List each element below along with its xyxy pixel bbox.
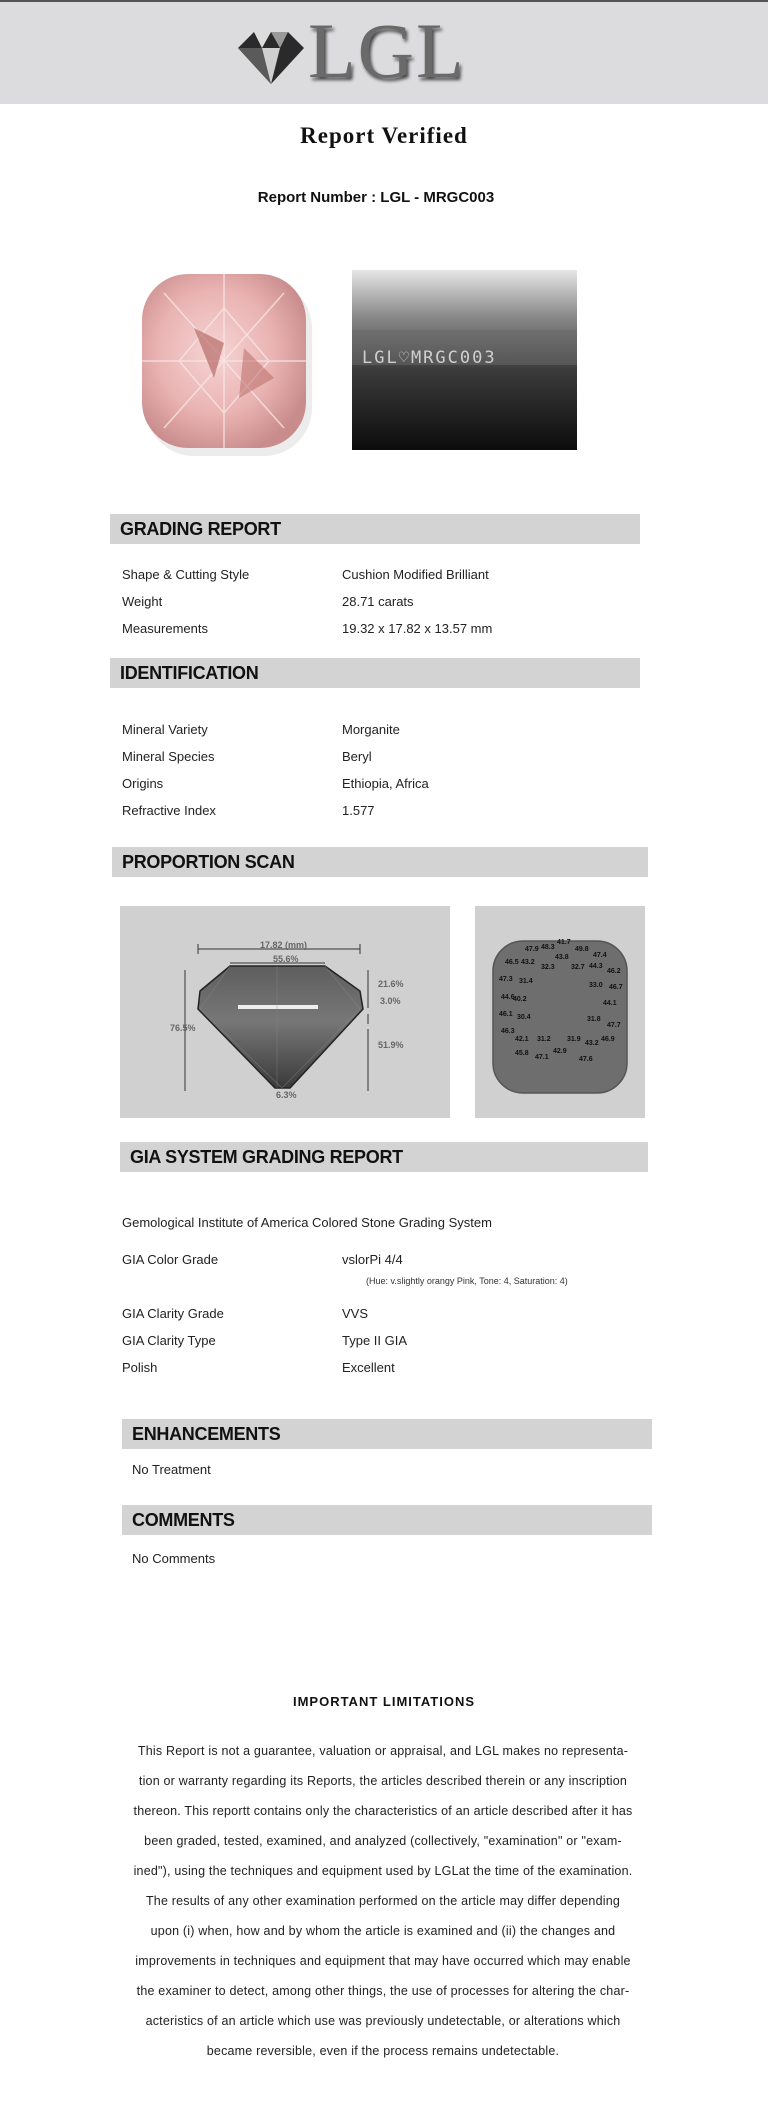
row-value: 28.71 carats	[342, 594, 414, 609]
pavilion-pct-label: 51.9%	[378, 1040, 404, 1050]
top-view-value: 44.1	[603, 1000, 617, 1007]
top-view-value: 44.3	[589, 963, 603, 970]
enhancements-text: No Treatment	[132, 1462, 211, 1477]
row-label: GIA Clarity Type	[122, 1333, 216, 1348]
limitations-line: acteristics of an article which use was previously undetectable, or alterations which	[145, 2014, 621, 2028]
row-label: Refractive Index	[122, 803, 216, 818]
row-label: Shape & Cutting Style	[122, 567, 250, 582]
limitations-line: the examiner to detect, among other things, the use of processes for altering the char-	[136, 1984, 630, 1998]
row-value: Morganite	[342, 722, 400, 737]
proportion-profile-diagram	[120, 906, 450, 1118]
row-label: Mineral Variety	[122, 722, 208, 737]
section-heading: ENHANCEMENTS	[132, 1424, 281, 1444]
limitations-body	[118, 1736, 648, 2066]
color-note: (Hue: v.slightly orangy Pink, Tone: 4, Saturation: 4)	[366, 1276, 568, 1286]
top-view-value: 48.3	[541, 944, 555, 951]
top-view-value: 33.0	[589, 982, 603, 989]
row-label: GIA Color Grade	[122, 1252, 219, 1267]
culet-pct-label: 6.3%	[276, 1090, 297, 1100]
comments-header	[122, 1505, 652, 1535]
top-view-value: 49.8	[575, 946, 589, 953]
depth-pct-label: 76.5%	[170, 1023, 196, 1033]
row-value: Ethiopia, Africa	[342, 776, 429, 791]
top-view-value: 47.3	[499, 976, 513, 983]
limitations-line: The results of any other examination performed on the article may differ depending	[145, 1894, 621, 1908]
grading-report-header	[110, 514, 640, 544]
lgl-logo	[232, 7, 492, 94]
limitations-heading: IMPORTANT LIMITATIONS	[292, 1694, 476, 1709]
gia-report-header	[120, 1142, 648, 1172]
top-view-value: 46.2	[607, 968, 621, 975]
limitations-line: been graded, tested, examined, and analyzed (collectively, "examination" or "exam-	[144, 1834, 622, 1848]
limitations-line: ined"), using the techniques and equipment used by LGLat the time of the examination.	[133, 1864, 633, 1878]
row-value: VVS	[342, 1306, 369, 1321]
section-heading: COMMENTS	[132, 1510, 235, 1530]
top-view-value: 46.3	[501, 1028, 515, 1035]
proportion-scan-header	[112, 847, 648, 877]
identification-table	[122, 722, 622, 832]
top-view-value: 40.2	[513, 996, 527, 1003]
section-heading: PROPORTION SCAN	[122, 852, 295, 872]
width-label: 17.82 (mm)	[260, 940, 308, 950]
top-view-value: 41.7	[557, 939, 571, 946]
report-number: Report Number : LGL - MRGC003	[257, 189, 495, 206]
section-heading: GIA SYSTEM GRADING REPORT	[130, 1147, 403, 1167]
top-view-value: 45.8	[515, 1050, 529, 1057]
inscription-text: LGL♡MRGC003	[362, 348, 497, 368]
limitations-line: thereon. This reportt contains only the characteristics of an article described after it has	[133, 1804, 633, 1818]
limitations-line: This Report is not a guarantee, valuation or appraisal, and LGL makes no representa-	[137, 1744, 629, 1758]
top-view-value: 47.6	[579, 1056, 593, 1063]
girdle-pct-label: 3.0%	[380, 996, 401, 1006]
proportion-top-view-diagram	[475, 906, 645, 1118]
limitations-line: tion or warranty regarding its Reports, the articles described therein or any inscription	[138, 1774, 628, 1788]
row-label: Mineral Species	[122, 749, 215, 764]
limitations-line: improvements in techniques and equipment that may have occurred which may enable	[135, 1954, 631, 1968]
row-value: 1.577	[342, 803, 375, 818]
top-view-value: 30.4	[517, 1014, 531, 1021]
top-view-value: 46.9	[601, 1036, 615, 1043]
top-view-value: 42.9	[553, 1048, 567, 1055]
top-view-value: 32.7	[571, 964, 585, 971]
crown-pct-label: 21.6%	[378, 979, 404, 989]
top-view-value: 47.4	[593, 952, 607, 959]
limitations-line: became reversible, even if the process remains undetectable.	[206, 2044, 560, 2058]
comments-text: No Comments	[132, 1551, 216, 1566]
top-view-value: 31.4	[519, 978, 533, 985]
top-view-value: 43.2	[585, 1040, 599, 1047]
top-view-value: 46.1	[499, 1011, 513, 1018]
top-view-value: 46.5	[505, 959, 519, 966]
top-view-value: 47.7	[607, 1022, 621, 1029]
grading-report-table	[122, 567, 622, 657]
section-heading: GRADING REPORT	[120, 519, 281, 539]
limitations-line: upon (i) when, how and by whom the article is examined and (ii) the changes and	[150, 1924, 616, 1938]
gia-table	[122, 1252, 642, 1382]
row-label: Measurements	[122, 621, 208, 636]
top-view-values	[475, 906, 645, 1118]
row-value: Type II GIA	[342, 1333, 408, 1348]
row-value: Beryl	[342, 749, 372, 764]
identification-header	[110, 658, 640, 688]
top-view-value: 44.6	[501, 994, 515, 1001]
top-view-value: 47.9	[525, 946, 539, 953]
row-label: Polish	[122, 1360, 158, 1375]
inscription-photo	[352, 270, 577, 450]
top-view-value: 31.8	[587, 1016, 601, 1023]
table-pct-label: 55.6%	[273, 954, 299, 964]
row-label: Weight	[122, 594, 163, 609]
row-label: GIA Clarity Grade	[122, 1306, 224, 1321]
top-view-value: 43.2	[521, 959, 535, 966]
top-view-value: 46.7	[609, 984, 623, 991]
top-view-value: 43.8	[555, 954, 569, 961]
top-view-value: 42.1	[515, 1036, 529, 1043]
section-heading: IDENTIFICATION	[120, 663, 259, 683]
gemstone-photo	[134, 268, 324, 458]
enhancements-header	[122, 1419, 652, 1449]
row-value: Excellent	[342, 1360, 395, 1375]
row-value: vslorPi 4/4	[342, 1252, 403, 1267]
gia-intro: Gemological Institute of America Colored Stone Grading System	[122, 1215, 492, 1230]
top-view-value: 31.2	[537, 1036, 551, 1043]
row-label: Origins	[122, 776, 164, 791]
logo-text: LGL	[308, 7, 466, 94]
top-view-value: 47.1	[535, 1054, 549, 1061]
row-value: Cushion Modified Brilliant	[342, 567, 489, 582]
top-view-value: 31.9	[567, 1036, 581, 1043]
row-value: 19.32 x 17.82 x 13.57 mm	[342, 621, 493, 636]
page-title: Report Verified	[300, 123, 468, 148]
top-view-value: 32.3	[541, 964, 555, 971]
